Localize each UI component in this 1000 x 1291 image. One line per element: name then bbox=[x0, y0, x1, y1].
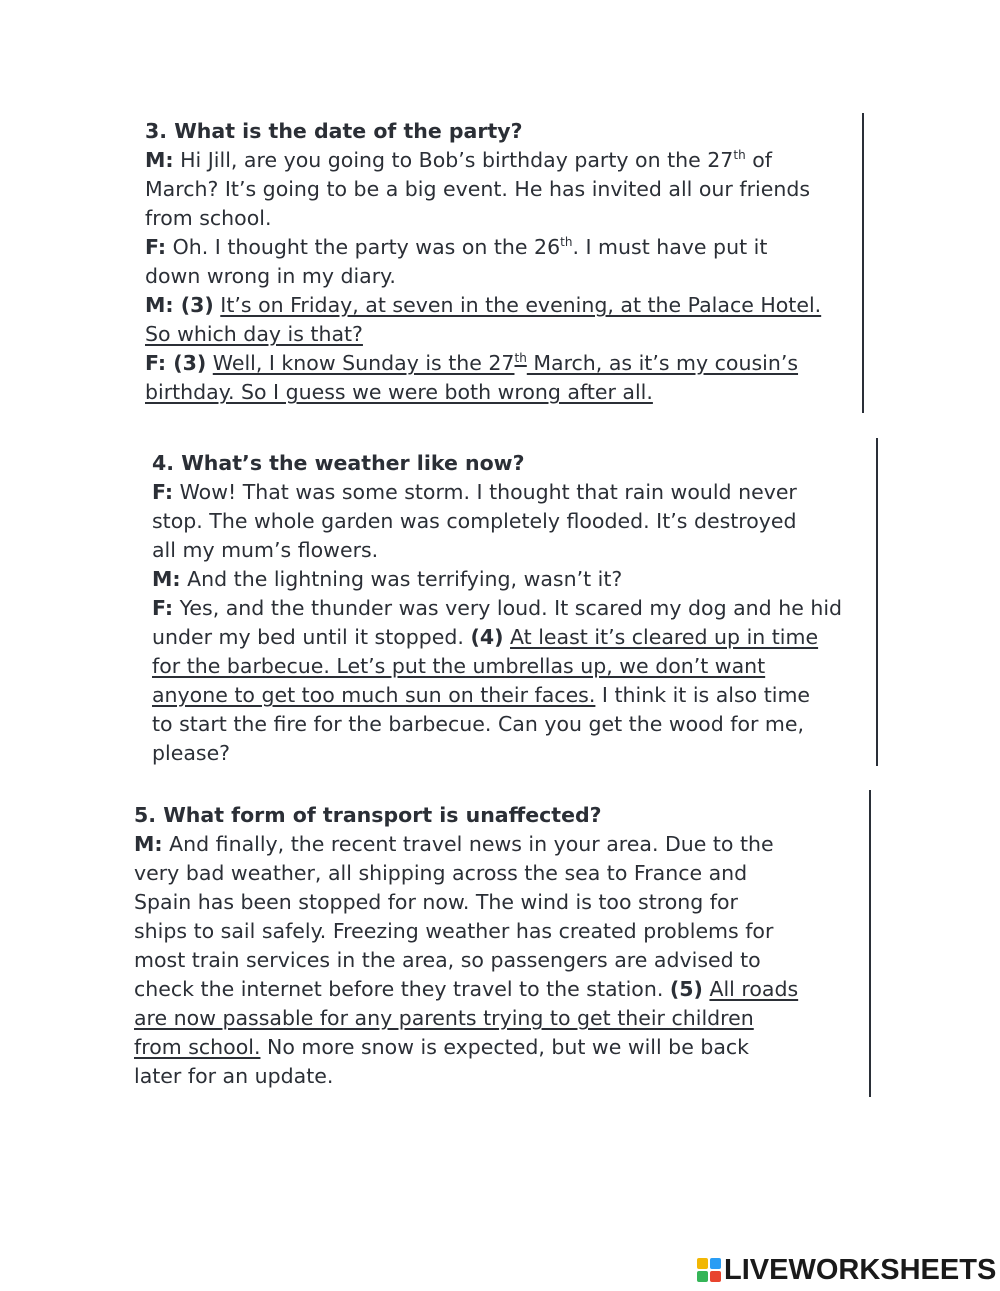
question-3-section bbox=[145, 117, 821, 407]
speaker-label: M: bbox=[152, 567, 181, 591]
answer-underlined-text: from school. bbox=[134, 1035, 261, 1059]
transcript-line bbox=[152, 681, 842, 710]
ordinal-suffix: th bbox=[514, 351, 527, 366]
line-text-tail: . I must have put it bbox=[572, 235, 768, 259]
liveworksheets-logo[interactable] bbox=[697, 1255, 996, 1285]
transcript-line bbox=[134, 830, 798, 859]
line-text: And the lightning was terrifying, wasn’t it? bbox=[180, 567, 623, 591]
speaker-label: M: bbox=[134, 832, 163, 856]
line-text: check the internet before they travel to the station. bbox=[134, 977, 664, 1001]
transcript-line bbox=[152, 594, 842, 623]
transcript-line: from school. bbox=[145, 206, 272, 230]
line-text-tail: I think it is also time bbox=[595, 683, 811, 707]
speaker-label: F: bbox=[152, 596, 174, 620]
transcript-line: later for an update. bbox=[134, 1064, 334, 1088]
line-text: Wow! That was some storm. I thought that rain would never bbox=[173, 480, 797, 504]
transcript-line bbox=[134, 1033, 798, 1062]
transcript-line: to start the fire for the barbecue. Can you get the wood for me, bbox=[152, 712, 805, 736]
transcript-line: stop. The whole garden was completely flooded. It’s destroyed bbox=[152, 509, 797, 533]
line-text: Oh. I thought the party was on the 26 bbox=[166, 235, 561, 259]
ordinal-suffix: th bbox=[560, 235, 573, 250]
question-5-section bbox=[134, 801, 798, 1091]
answer-underlined-text: for the barbecue. Let’s put the umbrellas up, we don’t want bbox=[152, 654, 766, 678]
transcript-line bbox=[134, 1004, 798, 1033]
transcript-line bbox=[145, 349, 821, 378]
line-text-tail: No more snow is expected, but we will be back bbox=[260, 1035, 750, 1059]
transcript-line: most train services in the area, so passengers are advised to bbox=[134, 948, 761, 972]
line-text: under my bed until it stopped. bbox=[152, 625, 464, 649]
line-text: Hi Jill, are you going to Bob’s birthday party on the 27 bbox=[173, 148, 734, 172]
transcript-line: please? bbox=[152, 741, 231, 765]
section-divider-rule bbox=[862, 113, 864, 413]
transcript-line bbox=[145, 320, 821, 349]
answer-underlined-text: So which day is that? bbox=[145, 322, 363, 346]
answer-underlined-text: March, as it’s my cousin’s bbox=[526, 351, 799, 375]
transcript-line bbox=[152, 623, 842, 652]
transcript-line bbox=[152, 565, 842, 594]
question-5-title: 5. What form of transport is unaffected? bbox=[134, 803, 602, 827]
speaker-label: M: (3) bbox=[145, 293, 214, 317]
transcript-line: down wrong in my diary. bbox=[145, 264, 396, 288]
liveworksheets-logo-icon bbox=[697, 1258, 721, 1282]
transcript-line: ships to sail safely. Freezing weather has created problems for bbox=[134, 919, 774, 943]
speaker-label: F: bbox=[152, 480, 174, 504]
transcript-line bbox=[145, 291, 821, 320]
transcript-line bbox=[134, 975, 798, 1004]
speaker-label: F: bbox=[145, 235, 167, 259]
speaker-label: F: (3) bbox=[145, 351, 207, 375]
line-text: Yes, and the thunder was very loud. It scared my dog and he hid bbox=[173, 596, 843, 620]
transcript-line: March? It’s going to be a big event. He has invited all our friends bbox=[145, 177, 811, 201]
section-divider-rule bbox=[876, 438, 878, 766]
answer-underlined-text: birthday. So I guess we were both wrong after all. bbox=[145, 380, 653, 404]
line-text-tail: of bbox=[745, 148, 772, 172]
question-4-section bbox=[152, 449, 842, 768]
answer-marker: (4) bbox=[470, 625, 504, 649]
logo-text: LIVEWORKSHEETS bbox=[724, 1253, 997, 1286]
answer-underlined-text: anyone to get too much sun on their faces. bbox=[152, 683, 596, 707]
ordinal-suffix: th bbox=[733, 148, 746, 163]
answer-marker: (5) bbox=[669, 977, 703, 1001]
transcript-line: all my mum’s flowers. bbox=[152, 538, 379, 562]
transcript-line bbox=[145, 233, 821, 262]
question-3-title: 3. What is the date of the party? bbox=[145, 119, 523, 143]
section-divider-rule bbox=[869, 790, 871, 1097]
answer-underlined-text: All roads bbox=[709, 977, 799, 1001]
transcript-line: very bad weather, all shipping across the sea to France and bbox=[134, 861, 748, 885]
answer-underlined-text: are now passable for any parents trying to get their children bbox=[134, 1006, 754, 1030]
answer-underlined-text: At least it’s cleared up in time bbox=[510, 625, 819, 649]
line-text: And finally, the recent travel news in your area. Due to the bbox=[162, 832, 774, 856]
answer-underlined-text: It’s on Friday, at seven in the evening, at the Palace Hotel. bbox=[220, 293, 822, 317]
answer-underlined-text: Well, I know Sunday is the 27 bbox=[212, 351, 515, 375]
transcript-line: Spain has been stopped for now. The wind is too strong for bbox=[134, 890, 738, 914]
transcript-line bbox=[152, 478, 842, 507]
transcript-line bbox=[145, 378, 821, 407]
question-4-title: 4. What’s the weather like now? bbox=[152, 451, 525, 475]
transcript-line bbox=[152, 652, 842, 681]
speaker-label: M: bbox=[145, 148, 174, 172]
transcript-line bbox=[145, 146, 821, 175]
